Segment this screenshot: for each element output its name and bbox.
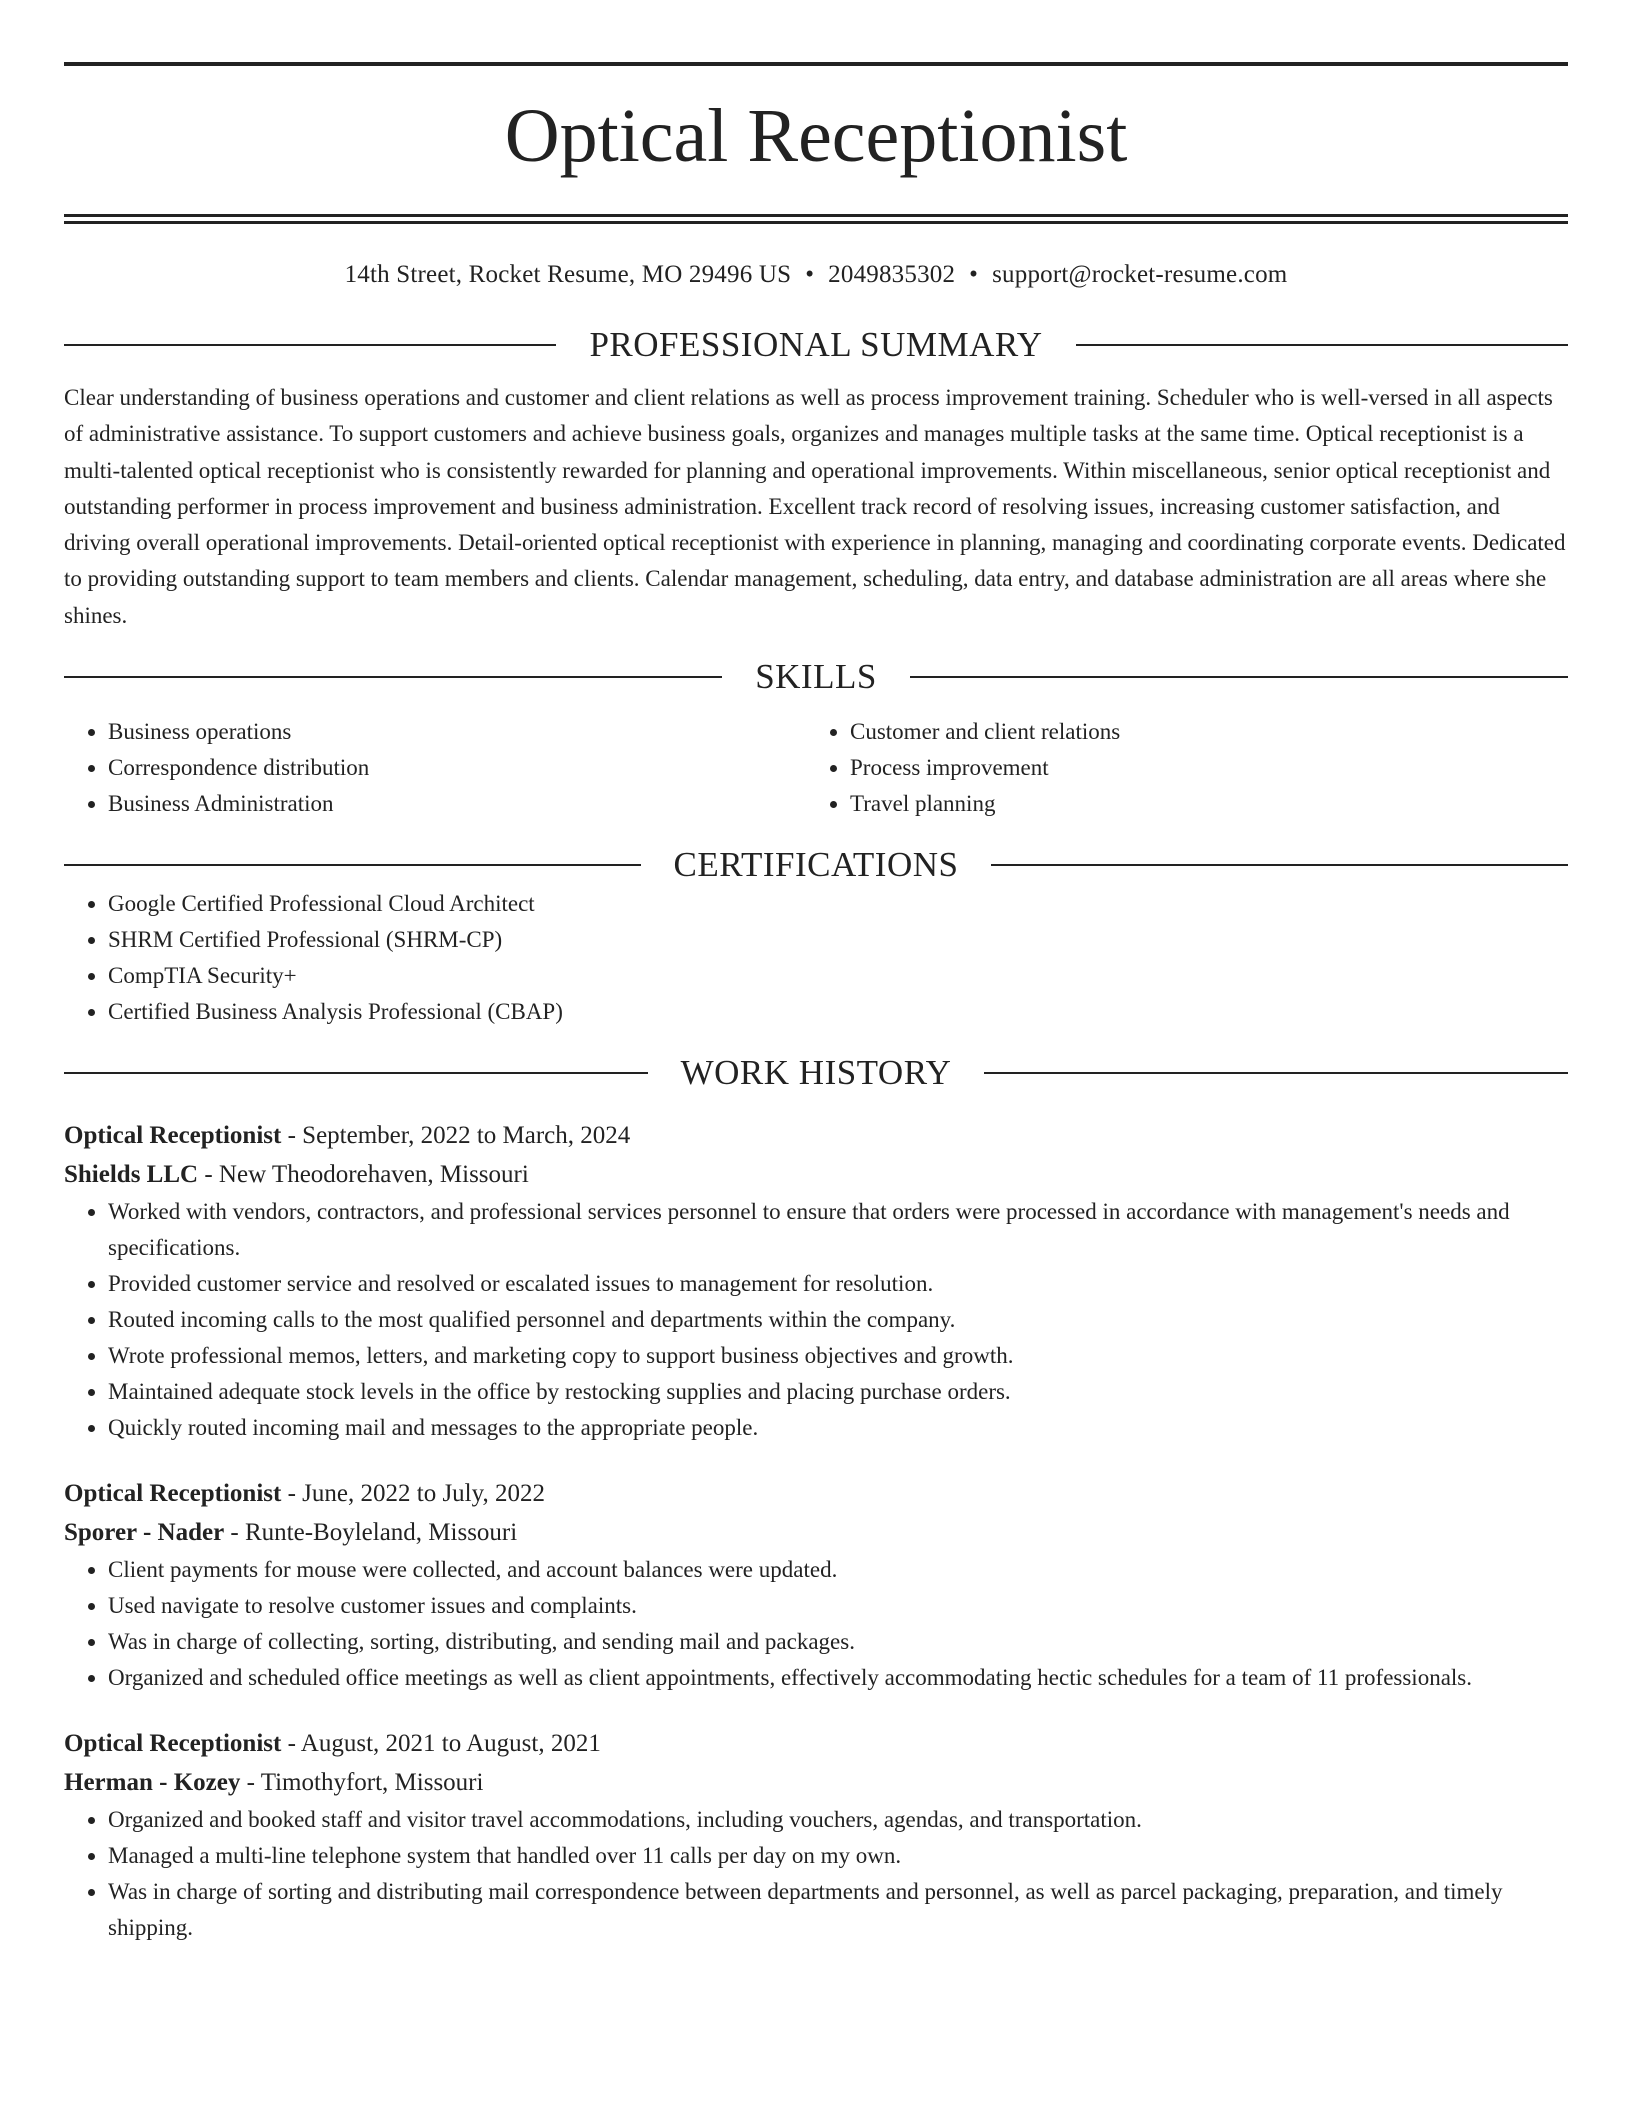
- job-bullet: • Maintained adequate stock levels in the office by restocking supplies and placing purchase orders.: [108, 1374, 1568, 1410]
- job-dates: - June, 2022 to July, 2022: [281, 1480, 545, 1508]
- job-bullet: • Organized and scheduled office meetings as well as client appointments, effectively accommodating hectic schedules for a team of 11 professionals.: [108, 1660, 1568, 1696]
- certification-item: • Google Certified Professional Cloud Architect: [108, 886, 1568, 922]
- job-bullet: • Provided customer service and resolved or escalated issues to management for resolution.: [108, 1266, 1568, 1302]
- job-company: Sporer - Nader: [64, 1519, 225, 1547]
- job-company-line: [64, 1513, 1568, 1552]
- certification-item: • CompTIA Security+: [108, 958, 1568, 994]
- skills-column-left: [64, 714, 806, 822]
- job-company-line: [64, 1155, 1568, 1194]
- summary-text: Clear understanding of business operations and customer and client relations as well as process improvement training. Scheduler who is well-versed in all aspects of administrative assistance. To support customers and achieve business goals, organizes and manages multiple tasks at the same time. Optical receptionist is a multi-talented optical receptionist who is consistently rewarded for planning and operational improvements. Within miscellaneous, senior optical receptionist and outstanding performer in process improvement and business administration. Excellent track record of resolving issues, increasing customer satisfaction, and driving overall operational improvements. Detail-oriented optical receptionist with experience in planning, managing and coordinating corporate events. Dedicated to providing outstanding support to team members and clients. Calendar management, scheduling, data entry, and database administration are all areas where she shines.: [64, 385, 1566, 628]
- section-heading-skills: [64, 656, 1568, 698]
- skills-list: [64, 714, 1568, 822]
- job-dates: - August, 2021 to August, 2021: [281, 1730, 601, 1758]
- contact-separator: •: [969, 261, 979, 288]
- section-title: SKILLS: [755, 657, 877, 697]
- heading-rule: [64, 864, 641, 866]
- job-bullet: • Organized and booked staff and visitor travel accommodations, including vouchers, agendas, and transportation.: [108, 1802, 1568, 1838]
- job-bullet: • Client payments for mouse were collected, and account balances were updated.: [108, 1552, 1568, 1588]
- job-company: Herman - Kozey: [64, 1769, 241, 1797]
- heading-rule: [64, 676, 722, 678]
- page-title: Optical Receptionist: [504, 94, 1128, 178]
- job-bullet: • Wrote professional memos, letters, and marketing copy to support business objectives and growth.: [108, 1338, 1568, 1374]
- job-entry: [64, 1474, 1568, 1696]
- section-title: PROFESSIONAL SUMMARY: [589, 325, 1043, 364]
- work-history-list: [64, 1116, 1568, 1946]
- job-bullet: • Worked with vendors, contractors, and professional services personnel to ensure that orders were processed in accordance with management's needs and specifications.: [108, 1194, 1568, 1266]
- contact-address: 14th Street, Rocket Resume, MO 29496 US: [344, 261, 792, 288]
- contact-email[interactable]: support@rocket-resume.com: [992, 261, 1288, 288]
- skill-item: • Business Administration: [108, 786, 806, 822]
- job-title: Optical Receptionist: [64, 1122, 282, 1150]
- skill-item: • Travel planning: [850, 786, 1548, 822]
- skill-item: • Customer and client relations: [850, 714, 1548, 750]
- job-bullet: • Used navigate to resolve customer issues and complaints.: [108, 1588, 1568, 1624]
- job-bullet: • Routed incoming calls to the most qualified personnel and departments within the company.: [108, 1302, 1568, 1338]
- job-location: - New Theodorehaven, Missouri: [198, 1161, 529, 1189]
- header-double-rule: [64, 214, 1568, 224]
- heading-rule: [910, 676, 1568, 678]
- heading-rule: [64, 344, 556, 346]
- job-bullet: • Quickly routed incoming mail and messages to the appropriate people.: [108, 1410, 1568, 1446]
- job-entry: [64, 1724, 1568, 1946]
- heading-rule: [1076, 344, 1568, 346]
- job-title-line: [64, 1474, 1568, 1513]
- section-heading-work: [64, 1052, 1568, 1094]
- job-title-line: [64, 1724, 1568, 1763]
- section-heading-summary: [64, 324, 1568, 366]
- job-entry: [64, 1116, 1568, 1446]
- skill-item: • Process improvement: [850, 750, 1548, 786]
- heading-rule: [64, 1072, 648, 1074]
- skill-item: • Business operations: [108, 714, 806, 750]
- job-bullets: [64, 1802, 1568, 1946]
- job-company-line: [64, 1763, 1568, 1802]
- job-bullet: • Was in charge of sorting and distributing mail correspondence between departments and personnel, as well as parcel packaging, preparation, and timely shipping.: [108, 1874, 1568, 1946]
- section-title: CERTIFICATIONS: [673, 845, 959, 885]
- contact-separator: •: [805, 261, 815, 288]
- heading-rule: [991, 864, 1568, 866]
- section-title: WORK HISTORY: [680, 1053, 952, 1093]
- certification-item: • SHRM Certified Professional (SHRM-CP): [108, 922, 1568, 958]
- contact-line: [64, 258, 1568, 292]
- job-bullet: • Was in charge of collecting, sorting, distributing, and sending mail and packages.: [108, 1624, 1568, 1660]
- job-title-line: [64, 1116, 1568, 1155]
- job-location: - Runte-Boyleland, Missouri: [224, 1519, 518, 1547]
- contact-phone[interactable]: 2049835302: [828, 261, 956, 288]
- job-dates: - September, 2022 to March, 2024: [281, 1122, 631, 1150]
- job-bullets: [64, 1194, 1568, 1446]
- header-top-rule: [64, 62, 1568, 66]
- certification-item: • Certified Business Analysis Professional (CBAP): [108, 994, 1568, 1030]
- heading-rule: [984, 1072, 1568, 1074]
- job-bullet: • Managed a multi-line telephone system that handled over 11 calls per day on my own.: [108, 1838, 1568, 1874]
- certifications-list: [64, 886, 1568, 1030]
- job-title: Optical Receptionist: [64, 1730, 282, 1758]
- skills-column-right: [806, 714, 1548, 822]
- skill-item: • Correspondence distribution: [108, 750, 806, 786]
- section-heading-certifications: [64, 844, 1568, 886]
- job-bullets: [64, 1552, 1568, 1696]
- job-location: - Timothyfort, Missouri: [240, 1769, 484, 1797]
- job-company: Shields LLC: [64, 1161, 199, 1189]
- job-title: Optical Receptionist: [64, 1480, 282, 1508]
